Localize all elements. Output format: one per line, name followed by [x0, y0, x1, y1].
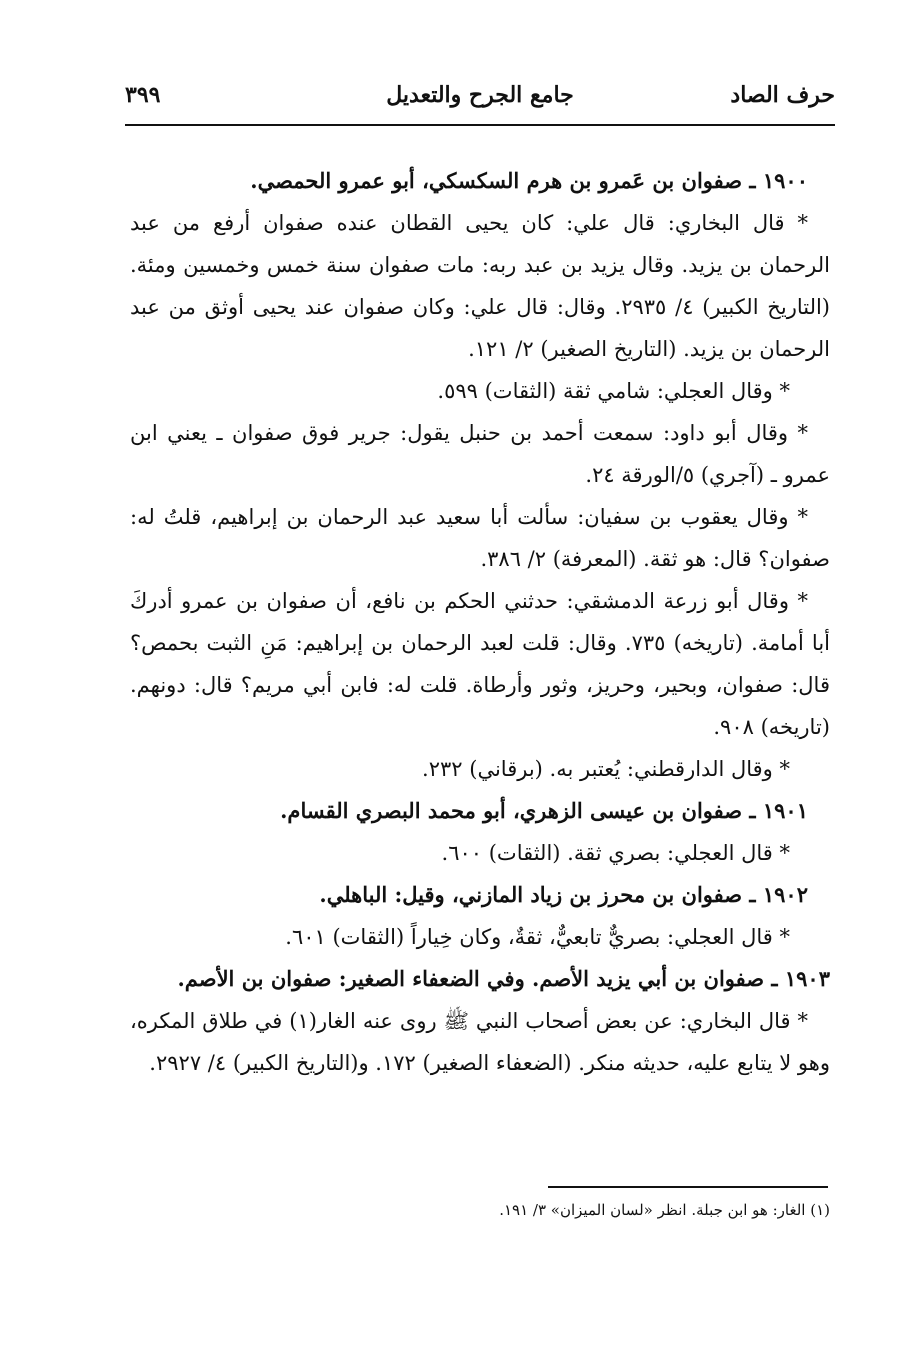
- entry-1903-heading: ١٩٠٣ ـ صفوان بن أبي يزيد الأصم. وفي الضعفاء الصغير: صفوان بن الأصم.: [177, 966, 830, 991]
- entry-1900-heading: ١٩٠٠ ـ صفوان بن عَمرو بن هرم السكسكي، أبو عمرو الحمصي.: [250, 168, 808, 193]
- entry-1900-daraqutni: * وقال الدارقطني: يُعتبر به. (برقاني) ٢٣٢.: [422, 757, 790, 781]
- entry-1901-ijli: * قال العجلي: بصري ثقة. (الثقات) ٦٠٠.: [441, 841, 790, 865]
- page-number: ٣٩٩: [125, 82, 161, 108]
- chapter-title: حرف الصاد: [730, 82, 835, 108]
- entry-1900-ijli: * وقال العجلي: شامي ثقة (الثقات) ٥٩٩.: [437, 379, 790, 403]
- book-title: جامع الجرح والتعديل: [386, 82, 574, 108]
- header-divider: [125, 124, 835, 126]
- footnote-divider: [548, 1186, 828, 1188]
- footnote: (١) الغار: هو ابن جبلة. انظر «لسان الميزان» ٣/ ١٩١.: [499, 1201, 830, 1219]
- entry-1900-yaqub: * وقال يعقوب بن سفيان: سألت أبا سعيد عبد الرحمان بن إبراهيم، قلتُ له: صفوان؟ قال: هو ثقة. (المعرفة) ٢/ ٣٨٦.: [130, 505, 830, 571]
- entry-1900-abu-dawud: * وقال أبو داود: سمعت أحمد بن حنبل يقول: جرير فوق صفوان ـ يعني ابن عمرو ـ (آجري) ٥/الورقة ٢٤.: [130, 421, 830, 487]
- running-header: [125, 78, 835, 114]
- entry-1901-heading: ١٩٠١ ـ صفوان بن عيسى الزهري، أبو محمد البصري القسام.: [280, 798, 808, 823]
- entry-1900-abu-zura: * وقال أبو زرعة الدمشقي: حدثني الحكم بن نافع، أن صفوان بن عمرو أدركَ أبا أمامة. (تاريخه) ٧٣٥. وقال: قلت لعبد الرحمان بن إبراهيم: مَنِ الثبت بحمص؟ قال: صفوان، وبحير، وحريز، وثور وأرطاة. قلت له: فابن أبي مريم؟ قال: دونهم. (تاريخه) ٩٠٨.: [130, 589, 830, 739]
- page-body: [130, 160, 830, 1084]
- entry-1902-ijli: * قال العجلي: بصريٌّ تابعيٌّ، ثقةٌ، وكان خِياراً (الثقات) ٦٠١.: [285, 925, 790, 949]
- entry-1900-bukhari: * قال البخاري: قال علي: كان يحيى القطان عنده صفوان أرفع من عبد الرحمان بن يزيد. وقال يزيد بن عبد ربه: مات صفوان سنة خمس وخمسين ومئة. (التاريخ الكبير) ٤/ ٢٩٣٥. وقال: قال علي: وكان صفوان عند يحيى أوثق من عبد الرحمان بن يزيد. (التاريخ الصغير) ٢/ ١٢١.: [130, 211, 831, 361]
- entry-1903-bukhari: * قال البخاري: عن بعض أصحاب النبي ﷺ روى عنه الغار(١) في طلاق المكره، وهو لا يتابع عليه، حديثه منكر. (الضعفاء الصغير) ١٧٢. و(التاريخ الكبير) ٤/ ٢٩٢٧.: [130, 1009, 830, 1075]
- entry-1902-heading: ١٩٠٢ ـ صفوان بن محرز بن زياد المازني، وقيل: الباهلي.: [319, 882, 808, 907]
